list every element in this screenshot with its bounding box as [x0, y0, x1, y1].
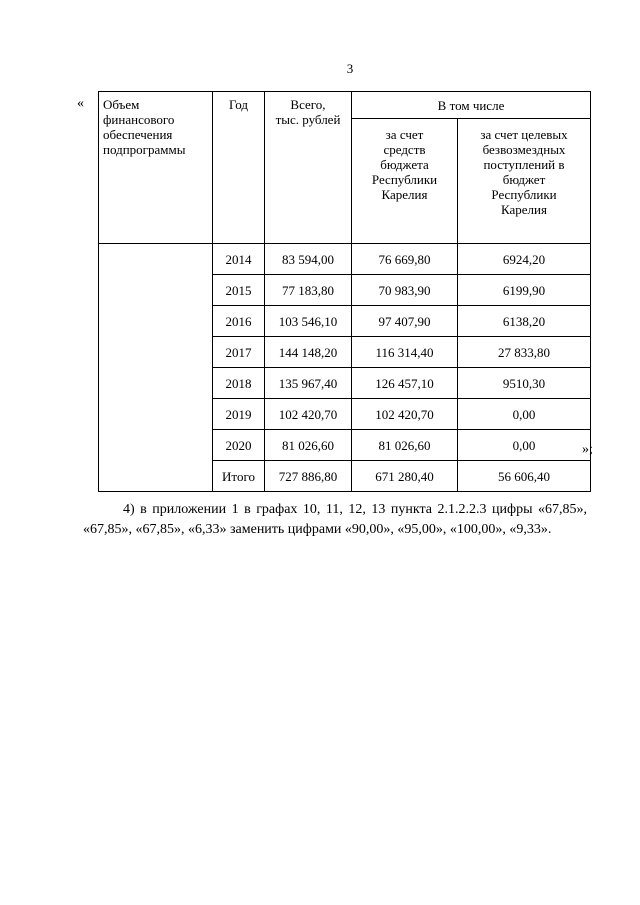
- targeted-receipts-column-header: [458, 119, 591, 244]
- targeted-cell: 6138,20: [458, 306, 591, 337]
- year-cell: 2018: [213, 368, 265, 399]
- amendment-paragraph: 4) в приложении 1 в графах 10, 11, 12, 13 пункта 2.1.2.2.3 цифры «67,85», «67,85», «67,85», «6,33» заменить цифрами «90,00», «95,00», «100,00», «9,33».: [83, 502, 587, 537]
- total-cell: 727 886,80: [265, 461, 352, 492]
- header-line: безвозмездных: [482, 142, 566, 157]
- budget-cell: 671 280,40: [352, 461, 458, 492]
- header-line: Карелия: [381, 187, 428, 202]
- label-line: Объем: [103, 97, 140, 112]
- budget-cell: 97 407,90: [352, 306, 458, 337]
- label-line: подпрограммы: [103, 142, 186, 157]
- total-cell: 135 967,40: [265, 368, 352, 399]
- targeted-cell: 27 833,80: [458, 337, 591, 368]
- header-line: Республики: [371, 172, 438, 187]
- header-line: средств: [383, 142, 426, 157]
- year-cell: 2015: [213, 275, 265, 306]
- including-group-header: В том числе: [352, 92, 591, 119]
- label-line: обеспечения: [103, 127, 173, 142]
- budget-cell: 116 314,40: [352, 337, 458, 368]
- total-cell: 83 594,00: [265, 244, 352, 275]
- total-cell: 103 546,10: [265, 306, 352, 337]
- budget-column-header: [352, 119, 458, 244]
- budget-cell: 76 669,80: [352, 244, 458, 275]
- year-cell: 2016: [213, 306, 265, 337]
- header-line: Всего,: [290, 97, 326, 112]
- header-line: Республики: [491, 187, 557, 202]
- header-line: бюджета: [380, 157, 429, 172]
- total-cell: 144 148,20: [265, 337, 352, 368]
- financing-table: [98, 91, 591, 492]
- total-cell: 81 026,60: [265, 430, 352, 461]
- budget-cell: 70 983,90: [352, 275, 458, 306]
- targeted-cell: 56 606,40: [458, 461, 591, 492]
- table-row: [99, 244, 591, 275]
- financing-volume-label: [99, 92, 213, 244]
- opening-quote-mark: «: [77, 96, 84, 111]
- year-cell: 2019: [213, 399, 265, 430]
- year-column-header: Год: [213, 92, 265, 244]
- targeted-cell: 0,00: [458, 430, 591, 461]
- targeted-cell: 6199,90: [458, 275, 591, 306]
- header-line: бюджет: [502, 172, 546, 187]
- table-header-row: [99, 92, 591, 119]
- header-line: за счет: [385, 127, 424, 142]
- total-cell: 77 183,80: [265, 275, 352, 306]
- targeted-cell: 6924,20: [458, 244, 591, 275]
- budget-cell: 81 026,60: [352, 430, 458, 461]
- targeted-cell: 9510,30: [458, 368, 591, 399]
- budget-cell: 102 420,70: [352, 399, 458, 430]
- year-cell: Итого: [213, 461, 265, 492]
- label-column-spacer: [99, 244, 213, 492]
- page-number: 3: [346, 61, 354, 76]
- closing-quote-mark: »;: [582, 442, 593, 457]
- year-cell: 2020: [213, 430, 265, 461]
- targeted-cell: 0,00: [458, 399, 591, 430]
- year-cell: 2017: [213, 337, 265, 368]
- header-line: поступлений в: [483, 157, 565, 172]
- budget-cell: 126 457,10: [352, 368, 458, 399]
- header-line: тыс. рублей: [275, 112, 341, 127]
- header-line: Карелия: [501, 202, 547, 217]
- total-cell: 102 420,70: [265, 399, 352, 430]
- label-line: финансового: [103, 112, 175, 127]
- year-cell: 2014: [213, 244, 265, 275]
- header-line: за счет целевых: [480, 127, 568, 142]
- total-column-header: [265, 92, 352, 244]
